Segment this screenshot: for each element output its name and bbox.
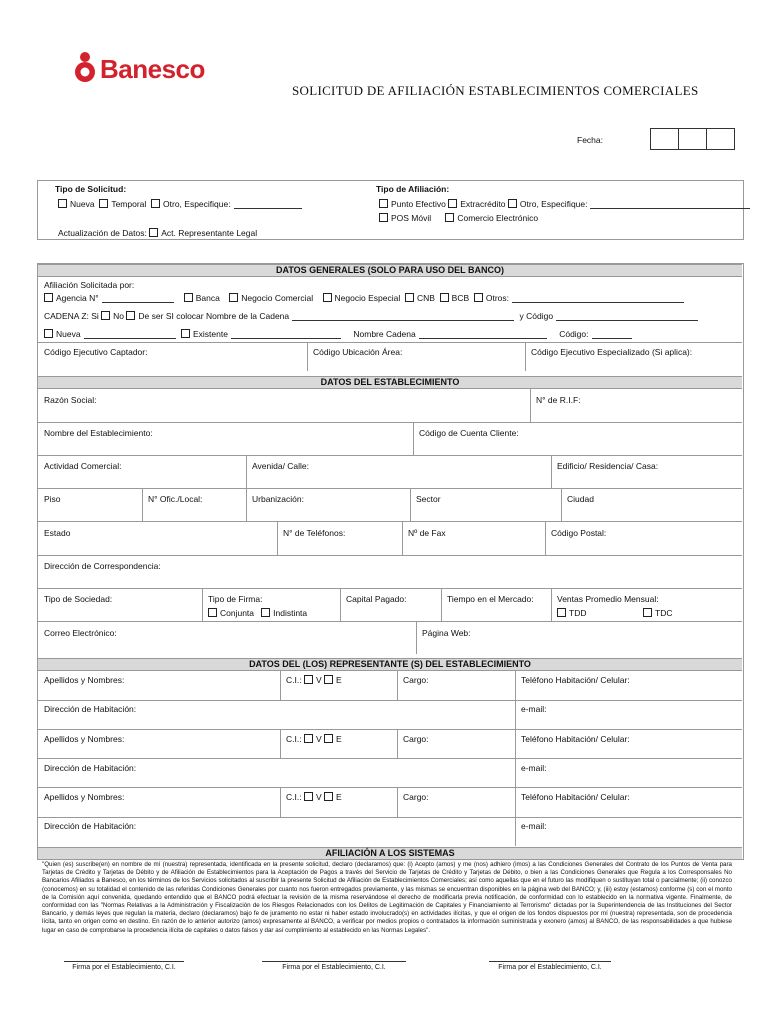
apellidos-label: Apellidos y Nombres: (44, 734, 125, 744)
ci-e-label: E (336, 675, 342, 685)
email-label: e-mail: (521, 763, 547, 773)
agencia-label: Agencia N° (56, 293, 99, 303)
capital-label: Capital Pagado: (346, 594, 407, 604)
nombre-cadena-label: Nombre Cadena (353, 329, 416, 339)
firma-1: Firma por el Establecimiento, C.I. (64, 961, 184, 971)
codigo-field[interactable] (592, 330, 632, 339)
tipo-afiliacion-label: Tipo de Afiliación: (376, 184, 450, 194)
indistinta-checkbox[interactable] (261, 608, 270, 617)
ci-e-label: E (336, 734, 342, 744)
negocio-especial-checkbox[interactable] (323, 293, 332, 302)
temporal-checkbox[interactable] (99, 199, 108, 208)
brand-name: Banesco (100, 54, 205, 84)
otros-field[interactable] (512, 294, 684, 303)
cadena-si-checkbox[interactable] (101, 311, 110, 320)
cargo-label: Cargo: (403, 675, 429, 685)
afiliacion-options-2 (379, 213, 538, 223)
extracredito-checkbox[interactable] (448, 199, 457, 208)
oficina-label: N° Ofic./Local: (148, 494, 203, 504)
nueva-label: Nueva (70, 199, 95, 209)
legal-text: "Quien (es) suscribe(en) en nombre de mí (nuestra) representada, identificada en la presente solicitud, declaro (declaramos) que: (i) Acepto (amos) y me (nos) adhiero (imos) a las Condiciones Generales del Contrato de los Puntos de Venta para Tarjetas de Crédito y Tarjetas de Débito y de Afiliación de Establecimientos para la Aceptación de Pagos a través del Servicio de Tarjetas de Crédito y Tarjetas de Débito, o bien a las Condiciones Generales que Regula a los Corresponsales No Bancarios Afiliados a Banesco, en los términos de los Servicios solicitados al suscribir la presente Solicitud de Afiliación de Establecimientos Comerciales; así como aquellas que en el futuro las modifiquen o sustituyan total o parcialmente; (ii) conozco (conocemos) en su totalidad el contenido de las referidas Condiciones Generales por cuanto nos fueron entregados previamente, y las mismas se encuentran disponibles en la página web del BANCO; y, (iii) estoy (estamos) conforme (s) con el monto de la Comisión aquí convenida, quedando entendido que el BANCO podrá efectuar la revisión de la misma reservándose el derecho de modificarla previa notificación, de conformidad con lo establecido en la normativa vigente. Finalmente, de conformidad con las "Normas Relativas a la Administración y Fiscalización de los Riesgos Relacionados con los Delitos de Legitimación de Capitales y Financiamiento al Terrorismo" dictadas por la Superintendencia de las Instituciones del Sector Bancario, y demás leyes que regulan la materia, declaro (declaramos) bajo fe de juramento no estar ni haber estado involucrado(s) en actividades ilícitas, y que el origen de los fondos dispuestos por mí (nuestra) representada, son de procedencia lícita, tanto en origen como en destino. En razón de lo anterior autorizo (amos) expresamente al BANCO, a verificar por medios propios o contratados la información suministrada y exonero (amos) al BANCO, de las responsabilidades a que hubiese lugar en caso de comprobarse la procedencia ilícita de capitales o datos falsos y dar así cumplimiento al establecido en las Normas Legales". (42, 861, 732, 934)
ciudad-label: Ciudad (567, 494, 594, 504)
firma-2: Firma por el Establecimiento, C.I. (262, 961, 406, 971)
cadena-existente-checkbox[interactable] (181, 329, 190, 338)
bcb-checkbox[interactable] (440, 293, 449, 302)
direccion-label: Dirección de Habitación: (44, 704, 137, 714)
pos-movil-checkbox[interactable] (379, 213, 388, 222)
act-representante-label: Act. Representante Legal (161, 228, 258, 238)
edificio-label: Edificio/ Residencia/ Casa: (557, 461, 659, 471)
codigo-especializado-label: Código Ejecutivo Especializado (Si aplica): (531, 347, 693, 357)
ci-row (286, 734, 342, 744)
correo-label: Correo Electrónico: (44, 628, 117, 638)
tipo-solicitud-options (58, 199, 305, 209)
banca-label: Banca (195, 293, 220, 303)
comercio-electronico-label: Comercio Electrónico (457, 213, 539, 223)
bcb-label: BCB (451, 293, 470, 303)
ci-label: C.I.: (286, 792, 302, 802)
ci-v-label: V (315, 675, 322, 685)
tipo-firma-options (208, 608, 307, 618)
otro-field[interactable] (234, 200, 302, 209)
telefono-label: Teléfono Habitación/ Celular: (521, 734, 630, 744)
conjunta-label: Conjunta (220, 608, 255, 618)
tipo-sociedad-label: Tipo de Sociedad: (44, 594, 113, 604)
cadena-row (44, 311, 701, 321)
codigo-ubicacion-label: Código Ubicación Área: (313, 347, 403, 357)
punto-efectivo-checkbox[interactable] (379, 199, 388, 208)
cadena-nueva-label: Nueva (56, 329, 81, 339)
ci-e-checkbox[interactable] (324, 675, 333, 684)
rif-label: N° de R.I.F: (536, 395, 581, 405)
ci-e-checkbox[interactable] (324, 792, 333, 801)
cadena-no-checkbox[interactable] (126, 311, 135, 320)
ventas-options-2 (643, 608, 672, 618)
telefono-label: Teléfono Habitación/ Celular: (521, 675, 630, 685)
ci-e-checkbox[interactable] (324, 734, 333, 743)
act-representante-checkbox[interactable] (149, 228, 158, 237)
ci-row (286, 675, 342, 685)
ci-v-label: V (315, 792, 322, 802)
negocio-comercial-checkbox[interactable] (229, 293, 238, 302)
tipo-solicitud-label: Tipo de Solicitud: (55, 184, 127, 194)
direccion-label: Dirección de Habitación: (44, 763, 137, 773)
firma-3: Firma por el Establecimiento, C.I. (489, 961, 611, 971)
temporal-label: Temporal (111, 199, 147, 209)
email-label: e-mail: (521, 821, 547, 831)
afiliacion-options-1 (379, 199, 753, 209)
otro-afil-field[interactable] (590, 200, 750, 209)
extracredito-label: Extracrédito (460, 199, 506, 209)
ci-v-checkbox[interactable] (304, 734, 313, 743)
pos-movil-label: POS Móvil (391, 213, 432, 223)
correspondencia-label: Dirección de Correspondencia: (44, 561, 161, 571)
otros-label: Otros: (485, 293, 510, 303)
telefono-label: Teléfono Habitación/ Celular: (521, 792, 630, 802)
cadena-nueva-checkbox[interactable] (44, 329, 53, 338)
sector-label: Sector (416, 494, 441, 504)
apellidos-label: Apellidos y Nombres: (44, 792, 125, 802)
tdc-checkbox[interactable] (643, 608, 652, 617)
tipo-firma-label: Tipo de Firma: (208, 594, 263, 604)
apellidos-label: Apellidos y Nombres: (44, 675, 125, 685)
direccion-label: Dirección de Habitación: (44, 821, 137, 831)
otros-checkbox[interactable] (474, 293, 483, 302)
otro-checkbox[interactable] (151, 199, 160, 208)
ci-v-checkbox[interactable] (304, 792, 313, 801)
negocio-comercial-label: Negocio Comercial (241, 293, 314, 303)
otro-afil-checkbox[interactable] (508, 199, 517, 208)
cuenta-cliente-label: Código de Cuenta Cliente: (419, 428, 519, 438)
indistinta-label: Indistinta (273, 608, 308, 618)
razon-social-label: Razón Social: (44, 395, 97, 405)
cnb-label: CNB (416, 293, 435, 303)
agencia-field[interactable] (102, 294, 174, 303)
fax-label: Nº de Fax (408, 528, 446, 538)
sistemas-header: AFILIACIÓN A LOS SISTEMAS (38, 847, 742, 860)
banca-checkbox[interactable] (184, 293, 193, 302)
codigo-postal-label: Código Postal: (551, 528, 607, 538)
tdd-checkbox[interactable] (557, 608, 566, 617)
actividad-comercial-label: Actividad Comercial: (44, 461, 122, 471)
cadena-z-label: CADENA Z: Si (44, 311, 99, 321)
fecha-boxes[interactable] (650, 128, 735, 150)
de-ser-si-label: De ser SI colocar Nombre de la Cadena (138, 311, 290, 321)
establecimiento-header: DATOS DEL ESTABLECIMIENTO (38, 376, 742, 389)
agencia-checkbox[interactable] (44, 293, 53, 302)
banesco-logo-icon (70, 50, 100, 86)
ci-v-checkbox[interactable] (304, 675, 313, 684)
nombre-cadena-field-2[interactable] (419, 330, 547, 339)
actualizacion-label: Actualización de Datos: (58, 228, 147, 238)
cargo-label: Cargo: (403, 734, 429, 744)
urbanizacion-label: Urbanización: (252, 494, 304, 504)
ci-row (286, 792, 342, 802)
actualizacion-row (58, 228, 257, 238)
afiliacion-options-row (44, 293, 687, 303)
tdc-label: TDC (655, 608, 673, 618)
cargo-label: Cargo: (403, 792, 429, 802)
fecha-label: Fecha: (577, 135, 603, 145)
representantes-header: DATOS DEL (LOS) REPRESENTANTE (S) DEL ESTABLECIMIENTO (38, 658, 742, 671)
avenida-label: Avenida/ Calle: (252, 461, 310, 471)
cadena-no-label: No (113, 311, 125, 321)
banesco-logo (70, 50, 100, 86)
email-label: e-mail: (521, 704, 547, 714)
telefonos-label: N° de Teléfonos: (283, 528, 346, 538)
negocio-especial-label: Negocio Especial (334, 293, 401, 303)
cadena-existente-field[interactable] (231, 330, 341, 339)
otro-label: Otro, Especifique: (163, 199, 231, 209)
conjunta-checkbox[interactable] (208, 608, 217, 617)
tiempo-label: Tiempo en el Mercado: (447, 594, 534, 604)
piso-label: Piso (44, 494, 61, 504)
y-codigo-label: y Código (519, 311, 554, 321)
tdd-label: TDD (569, 608, 587, 618)
estado-label: Estado (44, 528, 71, 538)
ventas-label: Ventas Promedio Mensual: (557, 594, 659, 604)
page-title: SOLICITUD DE AFILIACIÓN ESTABLECIMIENTOS COMERCIALES (292, 83, 699, 98)
pagina-web-label: Página Web: (422, 628, 471, 638)
comercio-electronico-checkbox[interactable] (445, 213, 454, 222)
nueva-existente-row (44, 329, 635, 339)
ci-label: C.I.: (286, 734, 302, 744)
y-codigo-field[interactable] (556, 312, 698, 321)
ci-e-label: E (336, 792, 342, 802)
codigo-label: Código: (559, 329, 589, 339)
nombre-establecimiento-label: Nombre del Establecimiento: (44, 428, 153, 438)
nueva-checkbox[interactable] (58, 199, 67, 208)
cadena-existente-label: Existente (192, 329, 228, 339)
cadena-nueva-field[interactable] (84, 330, 176, 339)
ci-label: C.I.: (286, 675, 302, 685)
ventas-options (557, 608, 586, 618)
ci-v-label: V (315, 734, 322, 744)
punto-efectivo-label: Punto Efectivo (391, 199, 446, 209)
datos-generales-header: DATOS GENERALES (SOLO PARA USO DEL BANCO) (38, 264, 742, 277)
otro-afil-label: Otro, Especifique: (519, 199, 588, 209)
cnb-checkbox[interactable] (405, 293, 414, 302)
codigo-ejecutivo-label: Código Ejecutivo Captador: (44, 347, 148, 357)
nombre-cadena-field[interactable] (292, 312, 514, 321)
afiliacion-solicitada-label: Afiliación Solicitada por: (44, 280, 135, 290)
